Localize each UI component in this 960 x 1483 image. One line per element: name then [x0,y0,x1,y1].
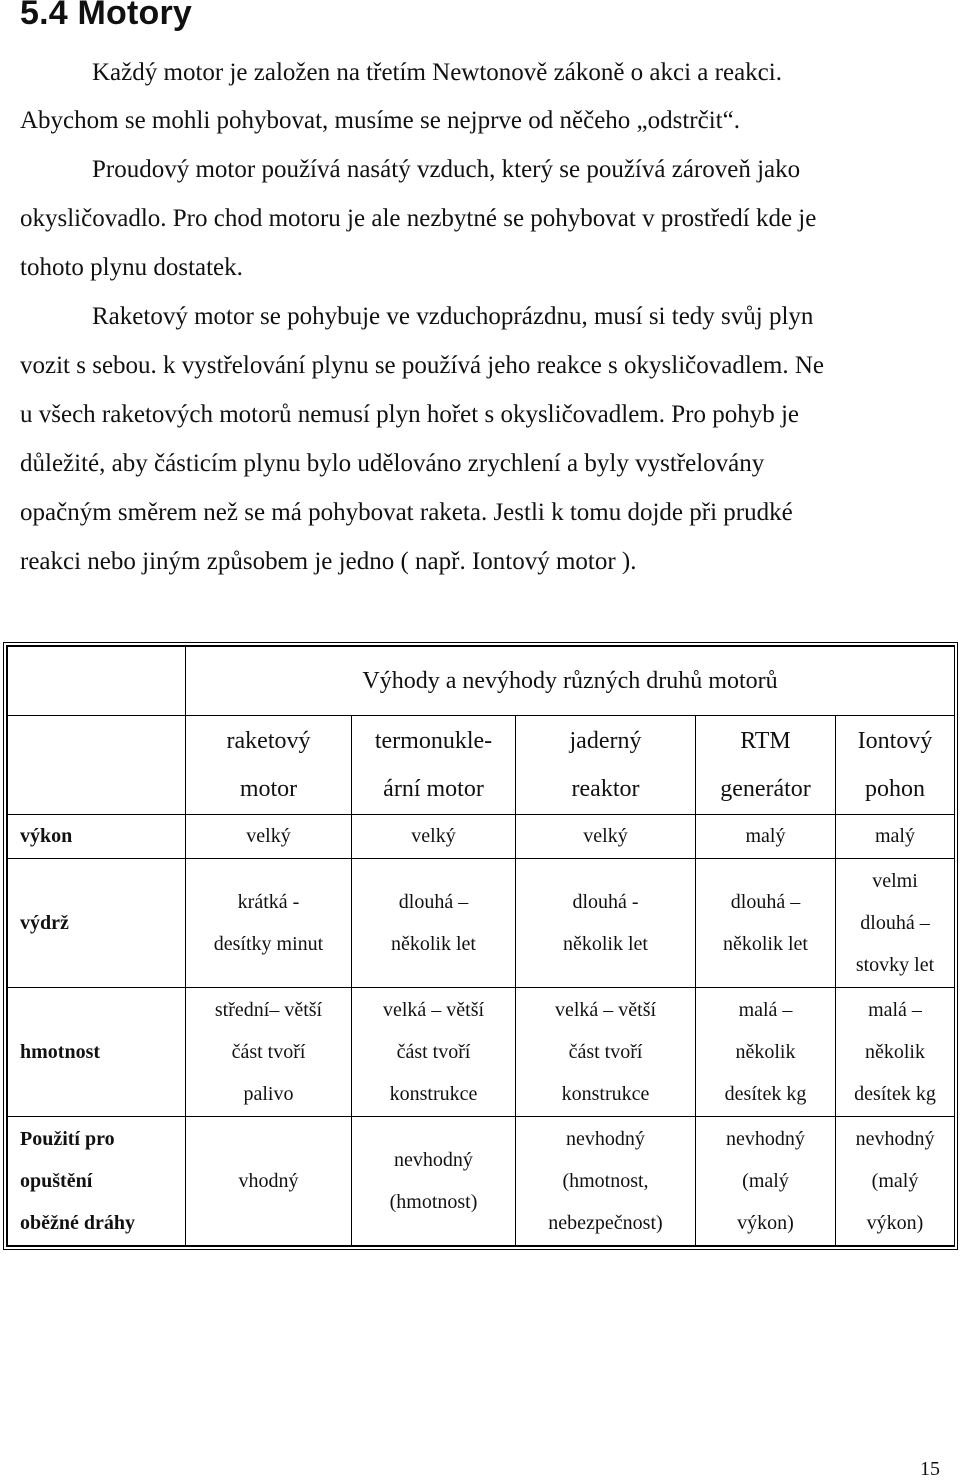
table-cell: malá – několik desítek kg [836,987,955,1116]
comparison-table [3,642,958,1250]
table-cell: malá – několik desítek kg [696,987,836,1116]
text-line: Proudový motor používá nasátý vzduch, který se používá zároveň jako [92,156,801,183]
table-cell: velmi dlouhá – stovky let [836,858,955,987]
text-line: opačným směrem než se má pohybovat raketa. Jestli k tomu dojde při prudké [20,499,793,526]
text-line: Každý motor je založen na třetím Newtonově zákoně o akci a reakci. [92,59,782,86]
table-cell: střední– větší část tvoří palivo [186,987,352,1116]
text-line: u všech raketových motorů nemusí plyn hořet s okysličovadlem. Pro pohyb je [20,401,800,428]
text-line: Abychom se mohli pohybovat, musíme se nejprve od něčeho „odstrčit“. [20,107,740,134]
text-line: reakci nebo jiným způsobem je jedno ( např. Iontový motor ). [20,548,637,575]
table-cell: velký [516,814,696,858]
text-line: vozit s sebou. k vystřelování plynu se používá jeho reakce s okysličovadlem. Ne [20,352,824,379]
text-line: důležité, aby částicím plynu bylo udělováno zrychlení a byly vystřelovány [20,450,765,477]
text-line: okysličovadlo. Pro chod motoru je ale nezbytné se pohybovat v prostředí kde je [20,205,817,232]
text-line: Raketový motor se pohybuje ve vzduchoprázdnu, musí si tedy svůj plyn [92,303,814,330]
table-cell: velká – větší část tvoří konstrukce [352,987,516,1116]
column-header-raketovy: raketový motor [186,716,352,815]
table-corner-cell [8,647,186,716]
table-corner-cell [8,716,186,815]
text-line: tohoto plynu dostatek. [20,254,243,281]
table-cell: malý [696,814,836,858]
table-cell: vhodný [186,1116,352,1245]
table-cell: nevhodný (malý výkon) [696,1116,836,1245]
row-label-pouziti: Použití pro opuštění oběžné dráhy [8,1116,186,1245]
table-cell: nevhodný (hmotnost) [352,1116,516,1245]
column-header-rtm: RTM generátor [696,716,836,815]
table-cell: krátká - desítky minut [186,858,352,987]
section-heading: 5.4 Motory [20,0,193,32]
table-cell: dlouhá – několik let [352,858,516,987]
table-cell: nevhodný (malý výkon) [836,1116,955,1245]
table-cell: dlouhá – několik let [696,858,836,987]
table-cell: nevhodný (hmotnost, nebezpečnost) [516,1116,696,1245]
table-cell: velký [186,814,352,858]
table-cell: dlouhá - několik let [516,858,696,987]
table-cell: velká – větší část tvoří konstrukce [516,987,696,1116]
page-number: 15 [920,1458,940,1480]
row-label-vydrz: výdrž [8,858,186,987]
table-caption: Výhody a nevýhody různých druhů motorů [186,647,955,716]
column-header-iontovy: Iontový pohon [836,716,955,815]
row-label-hmotnost: hmotnost [8,987,186,1116]
column-header-termonuklearni: termonukle- ární motor [352,716,516,815]
table-cell: malý [836,814,955,858]
row-label-vykon: výkon [8,814,186,858]
table-cell: velký [352,814,516,858]
column-header-jaderny: jaderný reaktor [516,716,696,815]
